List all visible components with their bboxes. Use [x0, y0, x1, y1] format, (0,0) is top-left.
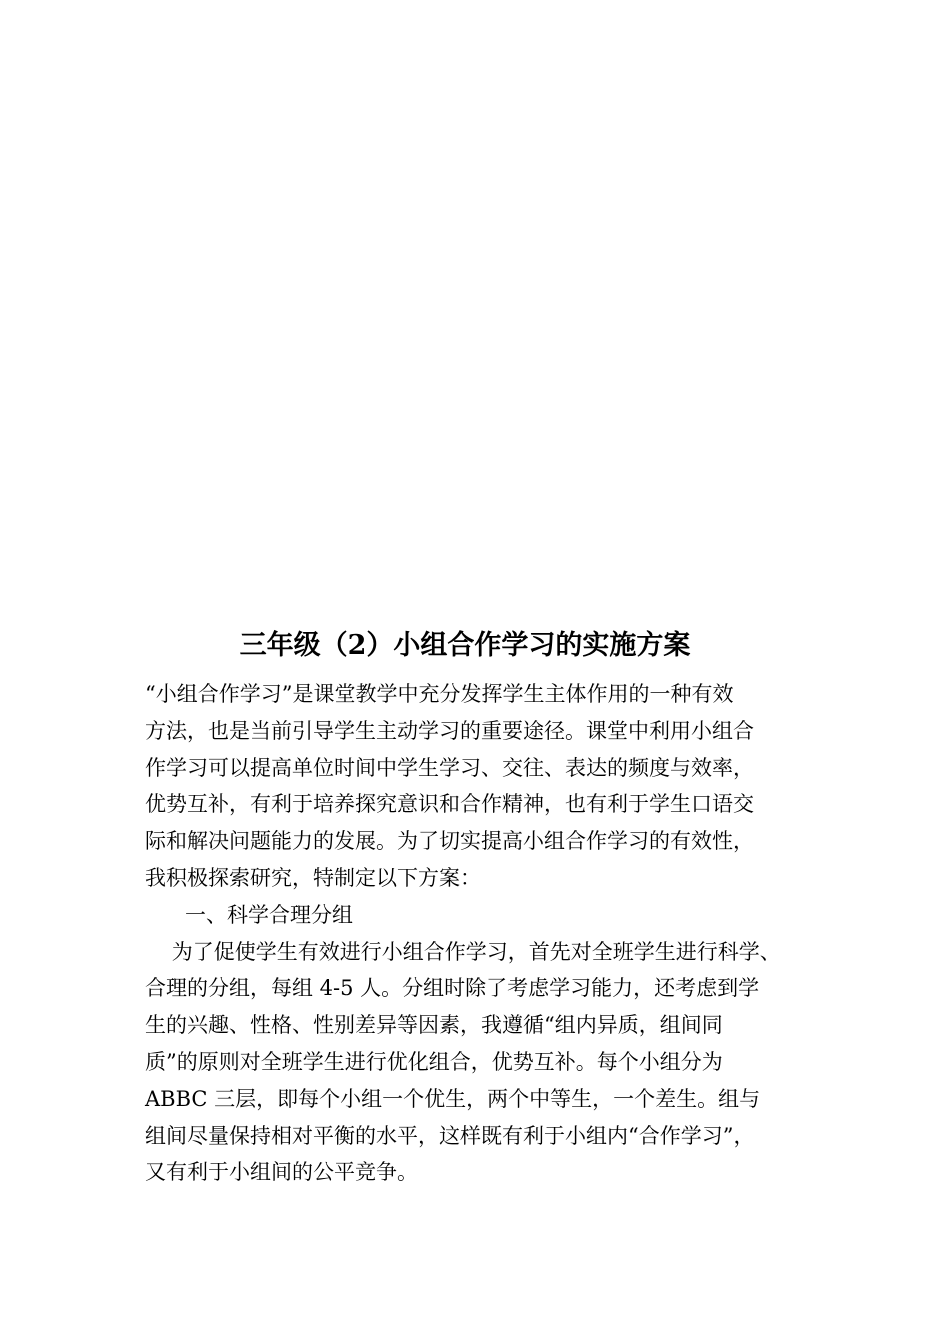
body-line-9: 合理的分组，每组 4-5 人。分组时除了考虑学习能力，还考虑到学 [145, 976, 760, 1001]
body-line-13: 组间尽量保持相对平衡的水平，这样既有利于小组内“合作学习”， [145, 1123, 755, 1148]
document-body [145, 676, 835, 1191]
body-line-10: 生的兴趣、性格、性别差异等因素，我遵循“组内异质，组间同 [145, 1013, 723, 1038]
body-line-1: “小组合作学习”是课堂教学中充分发挥学生主体作用的一种有效 [145, 682, 734, 706]
body-line-14: 又有利于小组间的公平竞争。 [145, 1160, 418, 1185]
body-line-2: 方法，也是当前引导学生主动学习的重要途径。课堂中利用小组合 [145, 718, 754, 743]
body-line-4: 优势互补，有利于培养探究意识和合作精神，也有利于学生口语交 [145, 792, 754, 817]
document-title: 三年级（2）小组合作学习的实施方案 [239, 630, 691, 661]
body-line-6: 我积极探索研究，特制定以下方案： [145, 865, 481, 890]
body-line-3: 作学习可以提高单位时间中学生学习、交往、表达的频度与效率， [145, 755, 754, 780]
body-line-11: 质”的原则对全班学生进行优化组合，优势互补。每个小组分为 [145, 1049, 723, 1074]
body-line-8: 为了促使学生有效进行小组合作学习，首先对全班学生进行科学、 [145, 939, 781, 964]
body-line-12: ABBC 三层，即每个小组一个优生，两个中等生，一个差生。组与 [145, 1086, 761, 1111]
section-heading-1: 一、科学合理分组 [145, 902, 354, 927]
body-line-5: 际和解决问题能力的发展。为了切实提高小组合作学习的有效性， [145, 829, 754, 854]
